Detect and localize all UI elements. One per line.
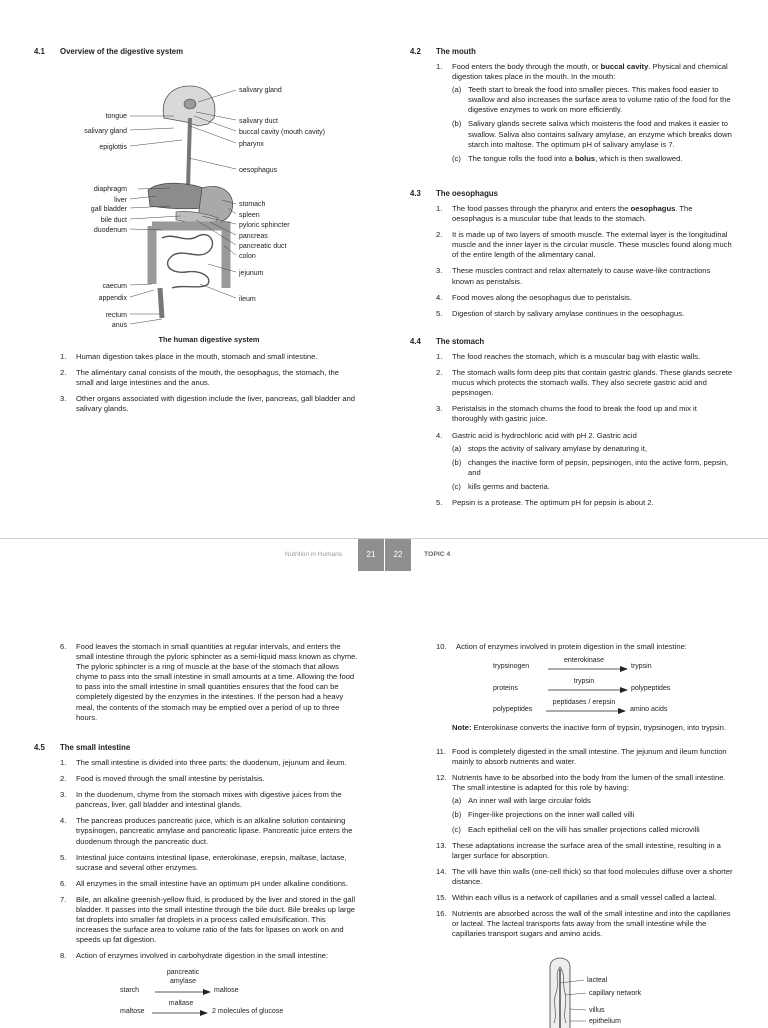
list-item [436,841,734,861]
item-number: 5. [436,308,443,318]
sub-text: stops the activity of salivary amylase by denaturing it, [468,443,647,453]
item-number: 2. [60,368,67,378]
list-item [60,951,358,961]
villus-diagram [540,953,660,1028]
s44-body [436,352,734,514]
sub-text-b: , which is then swallowed. [595,153,683,163]
item-text: Action of enzymes involved in protein digestion in the small intestine: [456,642,687,651]
list-item [436,404,734,424]
list-item [60,816,358,846]
label-pyloric-sphincter: pyloric sphincter [239,222,290,229]
item-text: Food is completely digested in the small intestine. The jejunum and ileum function mainly to absorb nutrients and water. [452,747,727,767]
sub-item [452,796,734,806]
sub-label: (c) [452,153,461,163]
list-item [60,352,358,362]
s41-list-wrap [60,352,358,420]
item-text: The stomach walls form deep pits that contain gastric glands. These glands secrete mucus which protects the stomach walls. They also secrete gastric acid and pepsinogen. [452,368,733,398]
sub-item [452,154,734,164]
item-text: Bile, an alkaline greenish-yellow fluid, is produced by the liver and stored in the gall bladder. It passes into the small intestine through the bile duct. Bile breaks up large fat droplets into smaller fat droplets in a process called emulsification. This increases the surface area to volume ratio of the fats for lipases on work on and speeds up fat digestion. [76,894,356,945]
item-number: 15. [436,893,447,903]
keyword-oesophagus: oesophagus [630,204,676,213]
label-salivary-duct: salivary duct [239,118,278,125]
item-number: 1. [436,204,443,213]
item-text: Digestion of starch by salivary amylase continues in the oesophagus. [452,308,685,318]
rx-enzyme: amylase [169,978,197,985]
sub-text: changes the inactive form of pepsin, pepsinogen, into the active form, pepsin, and [468,457,729,477]
item-text: Action of enzymes involved in carbohydrate digestion in the small intestine: [76,951,328,961]
item-text: Human digestion takes place in the mouth, stomach and small intestine. [76,352,318,361]
s43-body [436,204,734,325]
item-text: Peristalsis in the stomach churns the food to break the food up and mix it thoroughly with gastric juice. [452,404,697,424]
s42-list [436,62,734,164]
section-number: 4.5 [34,743,45,752]
rx-product: amino acids [630,706,668,713]
list-item [436,773,734,834]
list-item [60,895,358,945]
item6-wrap [60,642,358,729]
rx-substrate: maltose [120,1008,145,1015]
list-item [436,368,734,398]
label-pharynx: pharynx [239,141,264,148]
label-tongue: tongue [105,113,127,120]
page-number-left: 21 [358,539,384,571]
item-number: 3. [60,394,67,404]
label-diaphragm: diaphragm [93,186,127,193]
list-item [436,642,734,652]
note-label: Note: [452,723,472,732]
label-rectum: rectum [105,312,127,319]
item-text: Food leaves the stomach in small quantities at regular intervals, and enters the small intestine through the pyloric sphincter as a semi-liquid mass known as chyme. The pyloric sphincter is a ring of muscle at the base of the stomach that allows chyme to pass into the small intestine in small amounts at a time. Allowing the food to pass into the small intestine in small quantities ensures that the food can be completely digested by the enzymes in the intestines. If the person had a heavy meal, the contents of the stomach may be emptied over a period of up to three hours. [76,642,358,722]
rx-substrate: proteins [493,685,518,692]
section-number: 4.1 [34,47,45,56]
rx-arrow [155,988,211,996]
label-liver: liver [114,197,127,204]
section-title: The stomach [436,337,485,346]
section-title: The small intestine [60,743,131,752]
list-item [60,758,358,768]
label-colon: colon [239,253,256,260]
section-title: The mouth [436,47,476,56]
item-number: 14. [436,866,447,876]
label-caecum: caecum [102,283,127,290]
item-number: 6. [60,642,67,651]
sub-item [452,810,734,820]
label-pancreas: pancreas [239,233,268,240]
rx-arrow [548,686,628,694]
s41-list [60,352,358,414]
item-text: Pepsin is a protease. The optimum pH for pepsin is about 2. [452,498,654,508]
item-text: The alimentary canal consists of the mouth, the oesophagus, the stomach, the small and large intestines and the anus. [76,368,339,388]
rx-product: 2 molecules of glucose [212,1008,284,1015]
label-epiglottis: epiglottis [99,144,127,151]
item-number: 5. [436,498,443,508]
list-item [60,394,358,414]
section-number: 4.4 [410,337,421,346]
s44-sublist [452,444,734,492]
item-number: 6. [60,878,67,888]
item-number: 1. [436,62,443,71]
keyword-buccal-cavity: buccal cavity [600,62,649,71]
item-number: 1. [436,352,443,361]
sub-item [452,119,734,149]
item-text: All enzymes in the small intestine have an optimum pH under alkaline conditions. [76,878,348,888]
label-ileum: ileum [239,296,256,303]
item-number: 4. [436,430,443,440]
list-item [436,309,734,319]
sub-label: (a) [452,443,462,453]
item-number: 13. [436,840,447,850]
item-number: 2. [436,368,443,378]
list-item [60,642,358,723]
item-number: 8. [60,951,67,961]
s44-list [436,352,734,508]
list-item [436,893,734,903]
list-item [436,498,734,508]
item-text: The pancreas produces pancreatic juice, which is an alkaline solution containing trypsinogen, pancreatic amylase and pancreatic lipase. Pancreatic juice enters the duodenum through the pancreatic duct. [76,816,353,846]
item-text: The small intestine is divided into three parts: the duodenum, jejunum and ileum. [76,758,347,767]
keyword-bolus: bolus [574,153,596,163]
continued-list [60,642,358,723]
section-number: 4.2 [410,47,421,56]
item-number: 1. [60,758,67,767]
item-text: In the duodenum, chyme from the stomach mixes with digestive juices from the pancreas, liver, gall bladder and intestinal glands. [76,790,342,810]
label-stomach: stomach [239,201,266,208]
item-text: The food reaches the stomach, which is a muscular bag with elastic walls. [452,352,701,361]
sub-item [452,458,734,478]
running-title: Nutrition in Humans [284,551,342,558]
sub-text: kills germs and bacteria. [468,481,550,491]
list-item [436,867,734,887]
sub-text: An inner wall with large circular folds [468,796,591,806]
page-footer [0,538,768,571]
s42-body [436,62,734,170]
item-number: 2. [60,774,67,784]
list-item [60,790,358,810]
rx-enzyme: trypsin [573,678,595,685]
label-villus: villus [589,1007,605,1014]
sub-item [452,482,734,492]
label-bile-duct: bile duct [100,217,127,224]
rx-arrow [152,1009,208,1017]
sub-text: Teeth start to break the food into smaller pieces. This makes food easier to swallow and also increases the surface area to volume ratio of the food for the digestive enzymes to work on more efficiently. [468,85,731,115]
label-gall-bladder: gall bladder [90,206,127,213]
sub-label: (c) [452,481,461,491]
sub-text: Each epithelial cell on the villi has smaller projections called microvilli [468,824,700,834]
label-anus: anus [111,322,127,329]
list-item [436,266,734,286]
rx-substrate: polypeptides [493,706,533,713]
s43-list [436,204,734,319]
oesophagus-tube [188,118,190,188]
item-number: 2. [436,230,443,240]
item-number: 5. [60,852,67,862]
s45-list [60,758,358,962]
item-text: Food moves along the oesophagus due to peristalsis. [452,292,632,302]
label-spleen: spleen [239,212,260,219]
section-number: 4.3 [410,189,421,198]
sub-label: (c) [452,824,461,834]
section-title: Overview of the digestive system [60,47,184,56]
list-item [436,352,734,362]
rx-substrate: starch [120,987,140,994]
label-jejunum: jejunum [239,270,264,277]
label-buccal-cavity: buccal cavity (mouth cavity) [239,129,325,136]
sub-text-a: The tongue rolls the food into a [468,153,575,163]
rx-enzyme: pancreatic [166,969,200,976]
label-duodenum: duodenum [93,227,127,234]
label-salivary-gland-right: salivary gland [239,87,282,94]
list-item [436,204,734,224]
sub-label: (b) [452,457,462,467]
item-number: 10. [436,642,447,651]
item-text: Within each villus is a network of capillaries and a small vessel called a lacteal. [452,893,717,903]
item-text: The villi have thin walls (one-cell thick) so that food molecules diffuse over a shorter distance. [452,866,733,886]
rx-product: trypsin [631,663,652,670]
list-item [436,62,734,164]
s42-sublist [452,85,734,164]
item-text: Food is moved through the small intestine by peristalsis. [76,774,265,784]
item-text-b: . The oesophagus is a muscular tube that leads to the stomach. [452,204,693,224]
salivary-gland-shape [184,99,196,109]
item-number: 4. [436,292,443,302]
rx-arrow [546,707,626,715]
item-text: Other organs associated with digestion include the liver, pancreas, gall bladder and salivary glands. [76,394,356,414]
sub-item [452,85,734,115]
label-capillary: capillary network [589,990,642,997]
list-item [436,431,734,492]
s45-body [60,758,358,968]
item-number: 7. [60,894,67,904]
sub-label: (b) [452,810,462,820]
item-number: 4. [60,816,67,826]
list-item [436,230,734,260]
item-text: Gastric acid is hydrochloric acid with pH 2. Gastric acid [452,430,637,440]
item-number: 16. [436,909,447,919]
large-intestine-shape [152,226,226,288]
rx-enzyme: maltase [168,1000,194,1007]
liver-shape [148,183,208,209]
sub-label: (a) [452,796,462,806]
right-list-a [436,642,734,652]
note [452,723,734,733]
item-number: 1. [60,352,67,361]
item10-wrap [436,642,734,658]
rx-enzyme: peptidases / erepsin [552,699,616,706]
rx-arrow [548,665,628,673]
sub-text: Finger-like projections on the inner wall called villi [468,810,635,820]
label-epithelium: epithelium [589,1018,621,1025]
list-item [436,747,734,767]
list-item [60,879,358,889]
item-text-a: The food passes through the pharynx and enters the [452,204,631,213]
label-appendix: appendix [98,295,127,302]
item-text: These muscles contract and relax alternately to cause wave-like contractions known as peristalsis. [452,266,711,286]
list-item [60,853,358,873]
right-list-b-wrap [436,747,734,945]
label-lacteal: lacteal [587,977,608,984]
topic-label: TOPIC 4 [424,551,451,558]
sub-item [452,444,734,454]
list-item [60,774,358,784]
right-list-b [436,747,734,939]
rx-substrate: trypsinogen [493,663,530,670]
item-text: Nutrients have to be absorbed into the body from the lumen of the small intestine. The small intestine is adapted for this role by having: [452,773,726,793]
right-sublist [452,796,734,834]
digestive-system-diagram [84,78,350,330]
item-number: 3. [436,404,443,414]
list-item [436,909,734,939]
label-oesophagus: oesophagus [239,167,278,174]
small-intestine-shape [162,235,213,288]
section-title: The oesophagus [436,189,498,198]
bottom-page [0,570,768,1024]
rx-product: maltose [214,987,239,994]
item-number: 12. [436,773,447,783]
rx-product: polypeptides [631,685,671,692]
item-text-b: . Physical and chemical digestion takes place in the mouth. In the mouth: [452,62,728,82]
rectum-shape [160,288,162,318]
sub-label: (b) [452,119,462,129]
sub-label: (a) [452,85,462,95]
item-text: Nutrients are absorbed across the wall of the small intestine and into the capillaries or lacteal. The lacteal transports fats away from the small intestine while the capillaries transport sugars and amino acids. [452,909,731,939]
item-number: 11. [436,747,446,756]
diagram-caption: The human digestive system [158,335,260,344]
item-number: 3. [436,266,443,276]
label-salivary-gland-left: salivary gland [84,128,127,135]
note-text: Enterokinase converts the inactive form of trypsin, trypsinogen, into trypsin. [471,723,726,732]
item-text: It is made up of two layers of smooth muscle. The external layer is the longitudinal muscle and the inner layer is the circular muscle. These muscles found along much of the entire length of the alimentary canal. [452,230,732,260]
item-text-a: Food enters the body through the mouth, or [452,62,601,71]
item-number: 3. [60,790,67,800]
item-text: These adaptations increase the surface area of the small intestine, resulting in a larger surface for absorption. [452,840,721,860]
page-number-right: 22 [385,539,411,571]
list-item [436,293,734,303]
label-pancreatic-duct: pancreatic duct [239,243,287,250]
sub-text: Salivary glands secrete saliva which moistens the food and makes it easier to swallow. Saliva also contains salivary amylase, an enzyme which breaks down starch into maltose. The optimum pH of salivary amylase is 7. [468,119,732,149]
rx-enzyme: enterokinase [563,657,605,664]
list-item [60,368,358,388]
sub-item [452,825,734,835]
item-text: Intestinal juice contains intestinal lipase, enterokinase, erepsin, maltase, lactase, sucrase and several other enzymes. [76,852,347,872]
